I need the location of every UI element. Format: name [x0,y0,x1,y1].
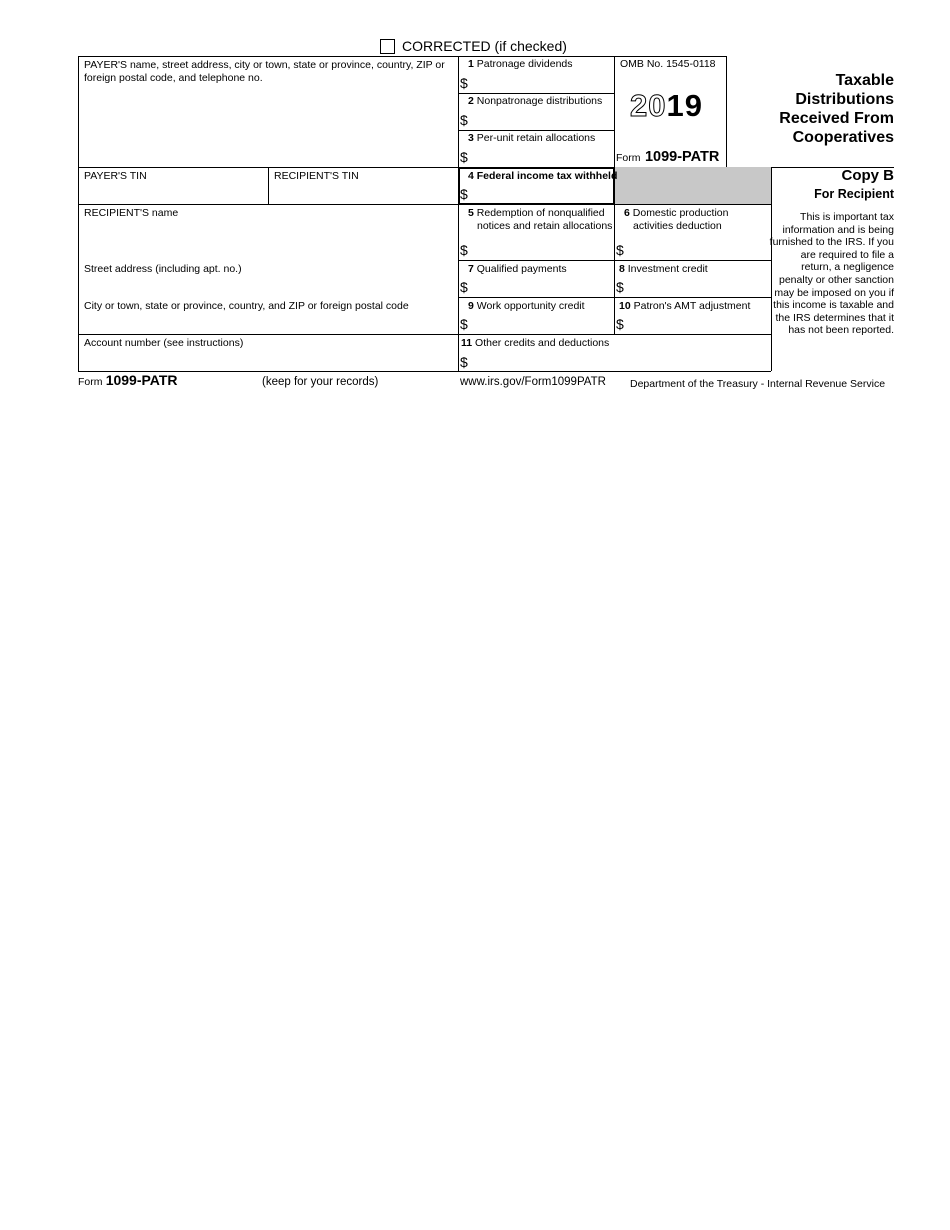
copy-title: Copy B [841,167,894,184]
box8-dollar: $ [616,279,624,295]
box2-dollar: $ [460,112,468,128]
recipient-tin-field[interactable] [269,184,457,203]
payer-tin-label: PAYER'S TIN [84,170,147,182]
box9-dollar: $ [460,316,468,332]
box5-input[interactable] [470,241,612,259]
box1-dollar: $ [460,75,468,91]
box5-dollar: $ [460,242,468,258]
account-number-field[interactable] [79,351,457,370]
box6-input[interactable] [626,241,768,259]
city-field[interactable] [79,314,457,333]
box10-input[interactable] [626,315,768,333]
box2-label: 2 Nonpatronage distributions [468,95,603,107]
box3-dollar: $ [460,149,468,165]
payer-name-field[interactable] [79,88,457,166]
box9-input[interactable] [470,315,612,333]
footer-keep: (keep for your records) [262,376,379,388]
row-line-130 [458,130,614,131]
corrected-checkbox[interactable] [380,39,395,54]
box4-input[interactable] [470,185,612,203]
box7-dollar: $ [460,279,468,295]
form-top-border [78,56,726,57]
street-address-label: Street address (including apt. no.) [84,263,242,275]
box1-label: 1 Patronage dividends [468,58,573,70]
row-line-334 [78,334,771,335]
box4-label: 4 Federal income tax withheld [468,170,618,182]
box3-label: 3 Per-unit retain allocations [468,132,596,144]
form-bottom-border [78,371,771,372]
box4-dollar: $ [460,186,468,202]
box1-input[interactable] [470,74,612,92]
form-title: Taxable Distributions Received From Cooperatives [779,72,894,146]
box5-label: 5 Redemption of nonqualified notices and retain allocations [468,207,613,232]
payer-name-label: PAYER'S name, street address, city or town, state or province, country, ZIP or foreign postal code, and telephone no. [84,59,445,84]
copy-subtitle: For Recipient [814,187,894,201]
form-id: Form 1099-PATR [616,149,720,165]
recipient-tin-label: RECIPIENT'S TIN [274,170,359,182]
box6-dollar: $ [616,242,624,258]
box11-input[interactable] [470,353,768,370]
city-label: City or town, state or province, country, and ZIP or foreign postal code [84,300,409,312]
corrected-row [380,37,567,55]
col-line-614-bottom [614,204,615,334]
col-line-614-top [614,56,615,167]
footer-url[interactable]: www.irs.gov/Form1099PATR [460,376,606,388]
street-address-field[interactable] [79,277,457,297]
box2-input[interactable] [470,111,612,129]
shaded-area [615,167,771,204]
box8-input[interactable] [626,278,768,296]
box6-label: 6 Domestic production activities deduction [624,207,729,232]
recipient-name-field[interactable] [79,221,457,261]
box11-label: 11 Other credits and deductions [461,337,610,349]
row-line-93 [458,93,614,94]
col-line-458 [458,56,459,371]
omb-number: OMB No. 1545-0118 [620,58,716,70]
row-line-204 [78,204,771,205]
box11-dollar: $ [460,354,468,370]
tax-year: 2019 [630,88,703,123]
account-number-label: Account number (see instructions) [84,337,244,349]
box10-label: 10 Patron's AMT adjustment [619,300,751,312]
corrected-label: CORRECTED (if checked) [402,38,567,54]
box7-input[interactable] [470,278,612,296]
col-line-726 [726,56,727,167]
footer-department: Department of the Treasury - Internal Revenue Service [630,378,886,390]
recipient-notice: This is important tax information and is being furnished to the IRS. If you are required to file a return, a negligence penalty or other sanction may be imposed on you if this income is taxable and the IRS determines that it has not been reported. [769,211,894,337]
box8-label: 8 Investment credit [619,263,708,275]
footer-form-id: Form 1099-PATR [78,372,178,388]
box7-label: 7 Qualified payments [468,263,567,275]
payer-tin-field[interactable] [79,184,267,203]
box9-label: 9 Work opportunity credit [468,300,585,312]
recipient-name-label: RECIPIENT'S name [84,207,179,219]
box10-dollar: $ [616,316,624,332]
box3-input[interactable] [470,148,612,166]
